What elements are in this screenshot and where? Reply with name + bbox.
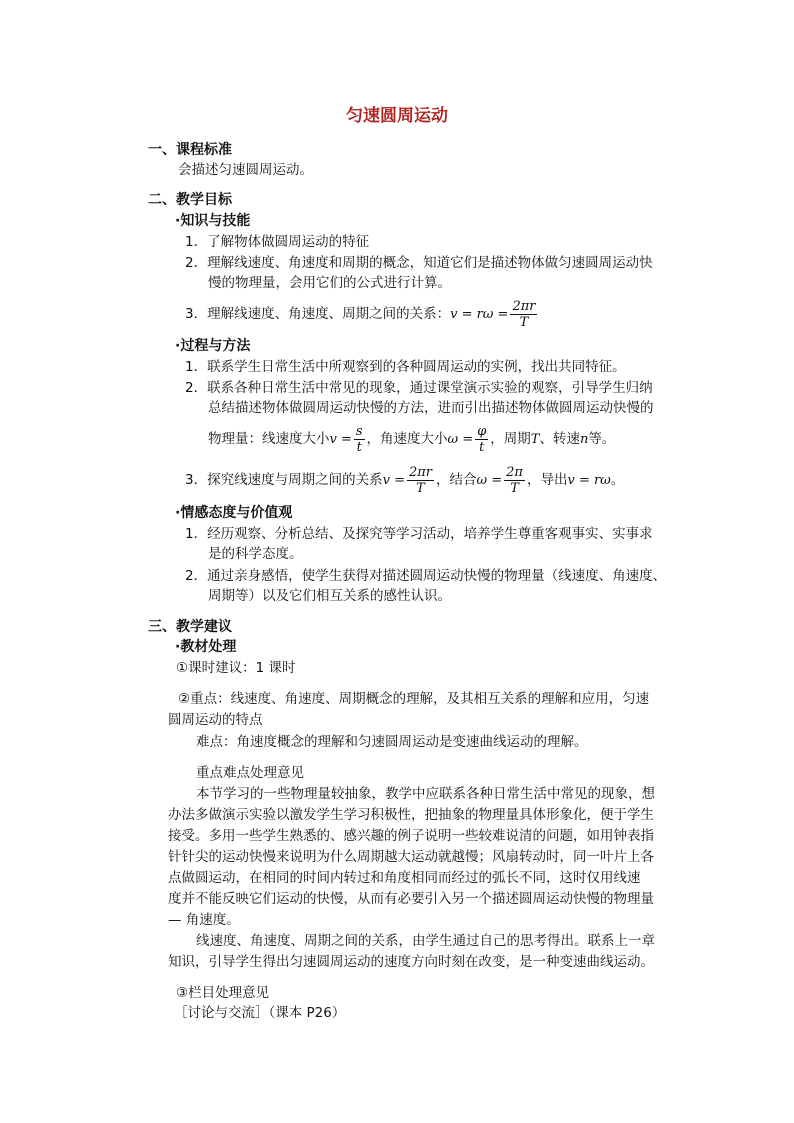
knowledge-item-2-cont: 慢的物理量，会用它们的公式进行计算。 [208, 275, 451, 291]
formula-omega: ω = [476, 473, 503, 488]
formula-result: v = rω [567, 473, 611, 488]
formula-v: v = [382, 473, 405, 488]
knowledge-item-3 [185, 296, 539, 333]
key-points: ②重点：线速度、角速度、周期概念的理解，及其相互关系的理解和应用，匀速 [178, 691, 650, 707]
subheading-process: ·过程与方法 [175, 338, 251, 354]
text-span: 3．探究线速度与周期之间的关系 [185, 472, 383, 488]
fraction-denominator: t [479, 439, 485, 455]
fraction-phi-t [475, 424, 488, 455]
para1-line-7: — 角速度。 [168, 912, 240, 928]
process-item-2-formulas [208, 421, 615, 458]
symbol-n: n [579, 432, 589, 447]
text-span: ，结合 [436, 472, 477, 488]
para1-line-1: 本节学习的一些物理量较抽象，教学中应联系各种日常生活中常见的现象，想 [196, 786, 655, 802]
knowledge-item-2: 2．理解线速度、角速度和周期的概念，知道它们是描述物体做匀速圆周运动快 [185, 255, 653, 271]
fraction-2pi-T [504, 465, 525, 496]
subheading-knowledge: ·知识与技能 [175, 213, 251, 229]
formula-lhs: v = rω = [450, 307, 509, 322]
para2-line-2: 知识，引导学生得出匀速圆周运动的速度方向时刻在改变，是一种变速曲线运动。 [168, 954, 654, 970]
attitude-item-1: 1．经历观察、分析总结、及探究等学习活动，培养学生尊重客观事实、实事求 [185, 526, 653, 542]
process-item-1: 1．联系学生日常生活中所观察到的各种圆周运动的实例，找出共同特征。 [185, 359, 626, 375]
text-span: ，周期 [490, 431, 531, 447]
para1-line-6: 度并不能反映它们运动的快慢，从而有必要引入另一个描述圆周运动快慢的物理量 [168, 891, 654, 907]
para1-line-2: 办法多做演示实验以激发学生学习积极性，把抽象的物理量具体形象化，便于学生 [168, 807, 654, 823]
fraction-denominator: T [416, 480, 425, 496]
fraction-denominator: T [510, 480, 519, 496]
attitude-item-1-cont: 是的科学态度。 [208, 546, 303, 562]
text-span: ，导出 [526, 472, 568, 488]
formula-fraction [510, 299, 537, 330]
fraction-numerator: φ [477, 423, 487, 439]
section-1-text: 会描述匀速圆周运动。 [178, 162, 313, 178]
formula-v: v = [329, 432, 352, 447]
section-heading-3: 三、教学建议 [148, 619, 232, 635]
text-span: 物理量：线速度大小 [208, 431, 330, 447]
fraction-denominator: T [519, 314, 529, 330]
process-item-2-cont: 总结描述物体做圆周运动快慢的方法，进而引出描述物体做圆周运动快慢的 [208, 400, 654, 416]
subheading-attitude: ·情感态度与价值观 [175, 505, 293, 521]
para1-line-4: 针针尖的运动快慢来说明为什么周期越大运动就越慢；风扇转动时，同一叶片上各 [168, 849, 654, 865]
attitude-item-2: 2．通过亲身感悟，使学生获得对描述圆周运动快慢的物理量（线速度、角速度、 [185, 568, 667, 584]
para2-line-1: 线速度、角速度、周期之间的关系，由学生通过自己的思考得出。联系上一章 [196, 933, 655, 949]
process-item-3 [185, 462, 624, 499]
text-span: 、转速 [539, 431, 580, 447]
fraction-2pir-T [407, 465, 434, 496]
fraction-numerator: 2π [506, 464, 523, 480]
text-span: ，角速度大小 [366, 431, 448, 447]
discussion-reference: ［讨论与交流］（课本 P26） [174, 1005, 346, 1021]
fraction-numerator: 2πr [408, 464, 432, 480]
fraction-denominator: t [356, 439, 362, 455]
para1-line-3: 接受。多用一些学生熟悉的、感兴趣的例子说明一些较难说清的问题，如用钟表指 [168, 828, 654, 844]
fraction-s-t [354, 424, 365, 455]
fraction-numerator: s [355, 423, 363, 439]
key-points-cont: 圆周运动的特点 [168, 712, 263, 728]
difficult-points: 难点：角速度概念的理解和匀速圆周运动是变速曲线运动的理解。 [196, 734, 588, 750]
fraction-numerator: 2πr [512, 298, 536, 314]
symbol-T: T [530, 432, 540, 447]
text-span: 等。 [588, 431, 616, 447]
formula-omega: ω = [447, 432, 474, 447]
section-heading-1: 一、课程标准 [148, 142, 232, 158]
subheading-material: ·教材处理 [175, 639, 237, 655]
para1-line-5: 点做圆运动，在相同的时间内转过和角度相同而经过的弧长不同，这时仅用线速 [168, 870, 641, 886]
column-handling-heading: ③栏目处理意见 [176, 985, 270, 1001]
attitude-item-2-cont: 周期等）以及它们相互关系的感性认识。 [208, 588, 451, 604]
section-heading-2: 二、教学目标 [148, 192, 232, 208]
knowledge-item-3-text: 3．理解线速度、角速度、周期之间的关系： [185, 306, 451, 322]
document-title: 匀速圆周运动 [346, 106, 448, 126]
class-hours: ①课时建议：1 课时 [176, 660, 296, 676]
process-item-2: 2．联系各种日常生活中常见的现象，通过课堂演示实验的观察，引导学生归纳 [185, 380, 653, 396]
handling-heading: 重点难点处理意见 [196, 765, 304, 781]
text-span: 。 [610, 472, 625, 488]
knowledge-item-1: 1．了解物体做圆周运动的特征 [185, 234, 370, 250]
